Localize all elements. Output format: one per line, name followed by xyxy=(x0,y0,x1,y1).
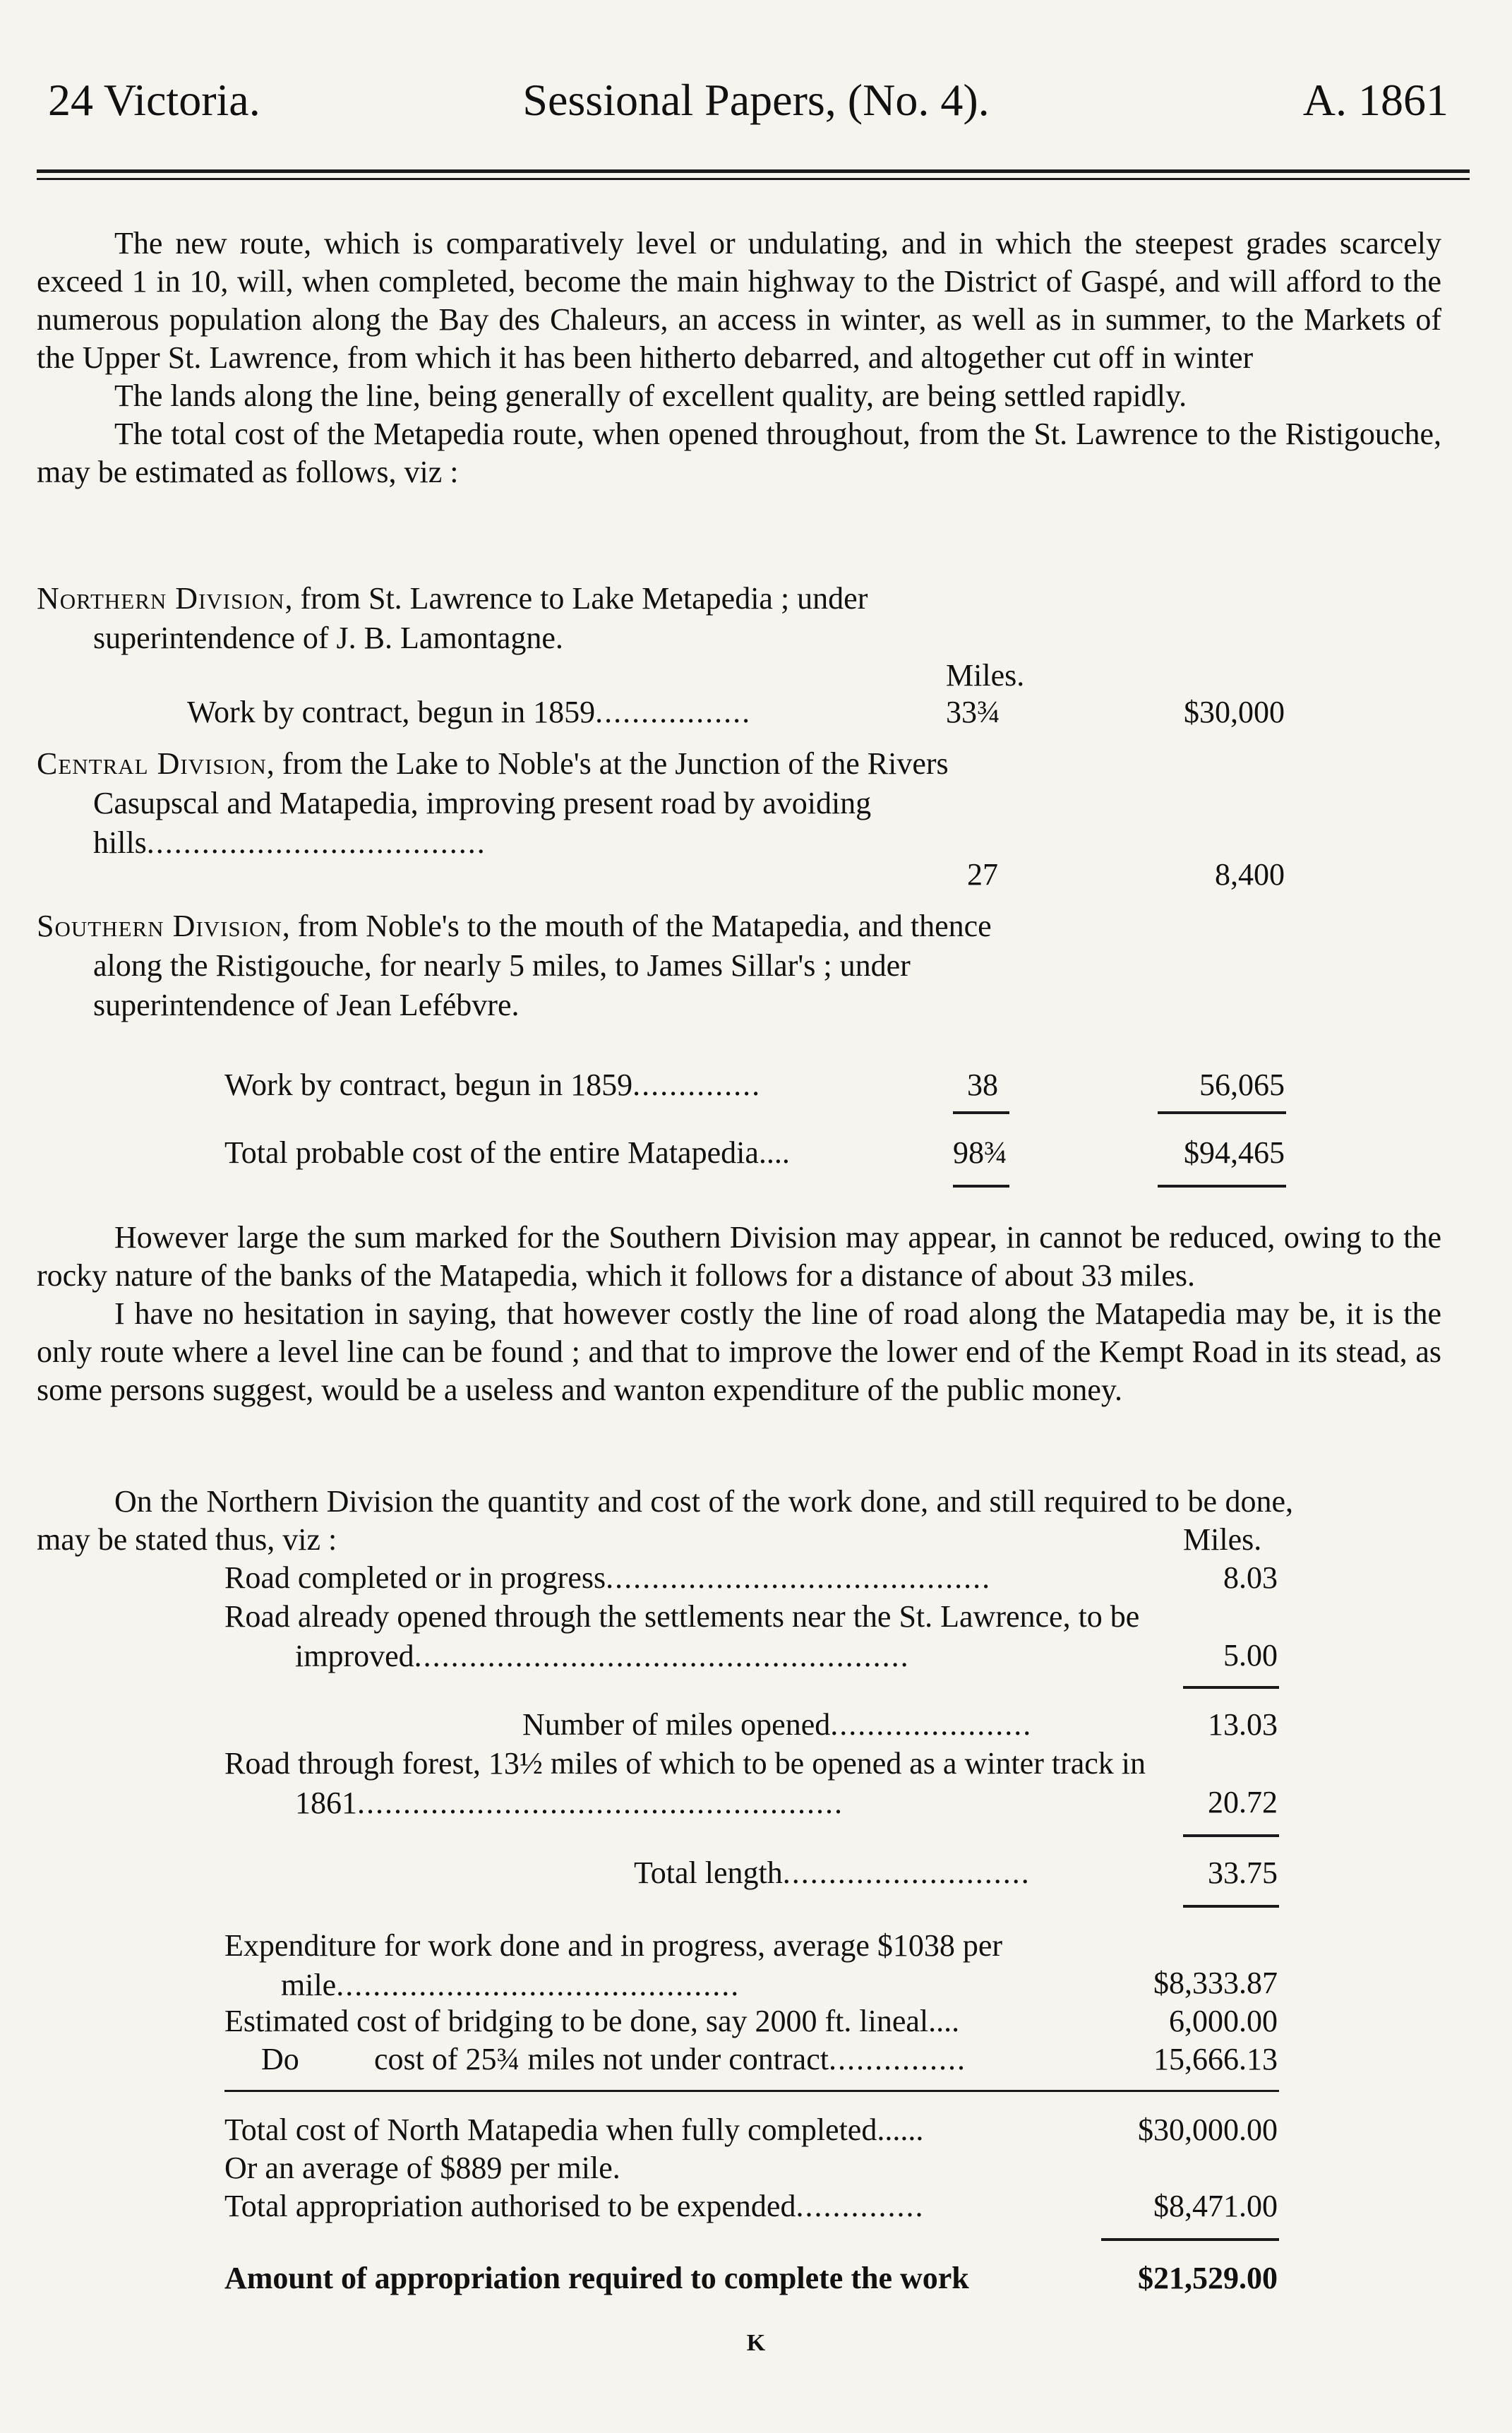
southern-division-desc: , from Noble's to the mouth of the Matapedia, and thence along the Ristigouche, for nearly 5 miles, to James Sillar's ; under superintendence of Jean Lefébvre. xyxy=(93,909,992,1022)
header-rule-top xyxy=(37,169,1470,173)
central-division-name: Central Division xyxy=(37,746,267,781)
intro-paragraph-2: The lands along the line, being generally of excellent quality, are being settled rapidly. xyxy=(114,378,1187,413)
northern-division-name: Northern Division xyxy=(37,581,285,616)
total-north-value: $30,000.00 xyxy=(1138,2112,1278,2147)
cost-total-rule xyxy=(1158,1185,1286,1188)
appropriation-required-label: Amount of appropriation required to complete the work xyxy=(224,2261,969,2295)
total-probable-label: Total probable cost of the entire Matapedia.... xyxy=(224,1135,790,1170)
intro-paragraph-3: The total cost of the Metapedia route, when opened throughout, from the St. Lawrence to the Ristigouche, may be estimated as follows, viz : xyxy=(37,417,1441,489)
total-north-label: Total cost of North Matapedia when fully completed...... xyxy=(224,2112,924,2147)
central-division-desc: , from the Lake to Noble's at the Junction of the Rivers Casupscal and Matapedia, improving present road by avoiding hills xyxy=(93,746,949,860)
road-opened-value: 5.00 xyxy=(1223,1638,1278,1673)
header-year: A. 1861 xyxy=(1302,75,1448,125)
northern-work-label: Work by contract, begun in 1859................. xyxy=(187,695,752,729)
total-length-label: Total length........................... xyxy=(634,1855,1031,1890)
southern-cost: 56,065 xyxy=(1199,1068,1285,1102)
intro-section xyxy=(37,225,1441,491)
appropriation-authorised-value: $8,471.00 xyxy=(1153,2189,1278,2223)
middle-paragraph-2: I have no hesitation in saying, that however costly the line of road along the Matapedia may be, it is the only route where a level line can be found ; and that to improve the lower end of the Kempt Road in its stead, as some persons suggest, would be a useless and wanton expenditure of the public money. xyxy=(37,1296,1441,1407)
header-title: Sessional Papers, (No. 4). xyxy=(522,75,990,125)
central-cost: 8,400 xyxy=(1215,857,1285,892)
southern-division-name: Southern Division xyxy=(37,909,282,943)
central-division-heading: Central Division, from the Lake to Noble's at the Junction of the Rivers Casupscal and Matapedia, improving present road by avoiding hills..................................... xyxy=(37,746,949,860)
bridging-label: Estimated cost of bridging to be done, say 2000 ft. lineal.... xyxy=(224,2004,960,2038)
total-length-rule xyxy=(1183,1834,1279,1837)
miles-opened-rule xyxy=(1183,1686,1279,1689)
northern-division-heading xyxy=(37,579,997,658)
average-per-mile-label: Or an average of $889 per mile. xyxy=(224,2151,620,2185)
northern-miles-header: Miles. xyxy=(1183,1522,1262,1557)
southern-work-label: Work by contract, begun in 1859.............. xyxy=(224,1068,762,1102)
appropriation-authorised-label: Total appropriation authorised to be expended.............. xyxy=(224,2189,925,2223)
northern-miles: 33¾ xyxy=(946,695,1000,729)
cost-not-under-contract-label: cost of 25¾ miles not under contract............... xyxy=(374,2042,966,2076)
miles-column-header: Miles. xyxy=(946,658,1025,693)
northern-cost: $30,000 xyxy=(1184,695,1285,729)
southern-division-heading xyxy=(37,907,997,1025)
road-completed-label: Road completed or in progress.......................................... xyxy=(224,1560,992,1595)
expenditure-rule xyxy=(224,2090,1279,2092)
total-length-bottom-rule xyxy=(1183,1905,1279,1908)
central-miles: 27 xyxy=(967,857,998,892)
expenditure-value: $8,333.87 xyxy=(1153,1966,1278,2000)
northern-division-desc: , from St. Lawrence to Lake Metapedia ; under superintendence of J. B. Lamontagne. xyxy=(93,581,868,655)
expenditure-label: Expenditure for work done and in progress, average $1038 per mile............................................ xyxy=(224,1928,1003,2002)
header-rule-bottom xyxy=(37,178,1470,180)
middle-section xyxy=(37,1219,1441,1409)
southern-miles: 38 xyxy=(967,1068,998,1102)
forest-road-value: 20.72 xyxy=(1208,1785,1278,1819)
appropriation-rule xyxy=(1101,2238,1279,2241)
miles-opened-label: Number of miles opened...................... xyxy=(522,1707,1033,1742)
bridging-value: 6,000.00 xyxy=(1169,2004,1278,2038)
appropriation-required-value: $21,529.00 xyxy=(1138,2261,1278,2295)
cost-sum-rule xyxy=(1158,1111,1286,1114)
road-opened-label: Road already opened through the settlements near the St. Lawrence, to be improved...................................................... xyxy=(224,1599,1140,1673)
forest-road-label: Road through forest, 13½ miles of which to be opened as a winter track in 1861..................................................... xyxy=(224,1746,1146,1820)
header-session: 24 Victoria. xyxy=(48,75,260,125)
page-signature: K xyxy=(746,2330,766,2356)
total-cost: $94,465 xyxy=(1184,1135,1285,1170)
do-label: Do xyxy=(261,2042,299,2076)
total-length-value: 33.75 xyxy=(1208,1855,1278,1890)
intro-paragraph-1: The new route, which is comparatively level or undulating, and in which the steepest grades scarcely exceed 1 in 10, will, when completed, become the main highway to the District of Gaspé, and will afford to the numerous population along the Bay des Chaleurs, an access in winter, as well as in summer, to the Markets of the Upper St. Lawrence, from which it has been hitherto debarred, and altogether cut off in winter xyxy=(37,226,1441,375)
middle-paragraph-3: On the Northern Division the quantity and cost of the work done, and still required to be done, may be stated thus, viz : xyxy=(37,1484,1293,1557)
total-miles: 98¾ xyxy=(953,1135,1007,1170)
miles-sum-rule xyxy=(953,1111,1009,1114)
middle-paragraph-3-block xyxy=(37,1483,1293,1559)
miles-total-rule xyxy=(953,1185,1009,1188)
road-completed-value: 8.03 xyxy=(1223,1560,1278,1595)
miles-opened-value: 13.03 xyxy=(1208,1707,1278,1742)
cost-not-under-contract-value: 15,666.13 xyxy=(1153,2042,1278,2076)
middle-paragraph-1: However large the sum marked for the Southern Division may appear, in cannot be reduced, owing to the rocky nature of the banks of the Matapedia, which it follows for a distance of about 33 miles. xyxy=(37,1220,1441,1293)
